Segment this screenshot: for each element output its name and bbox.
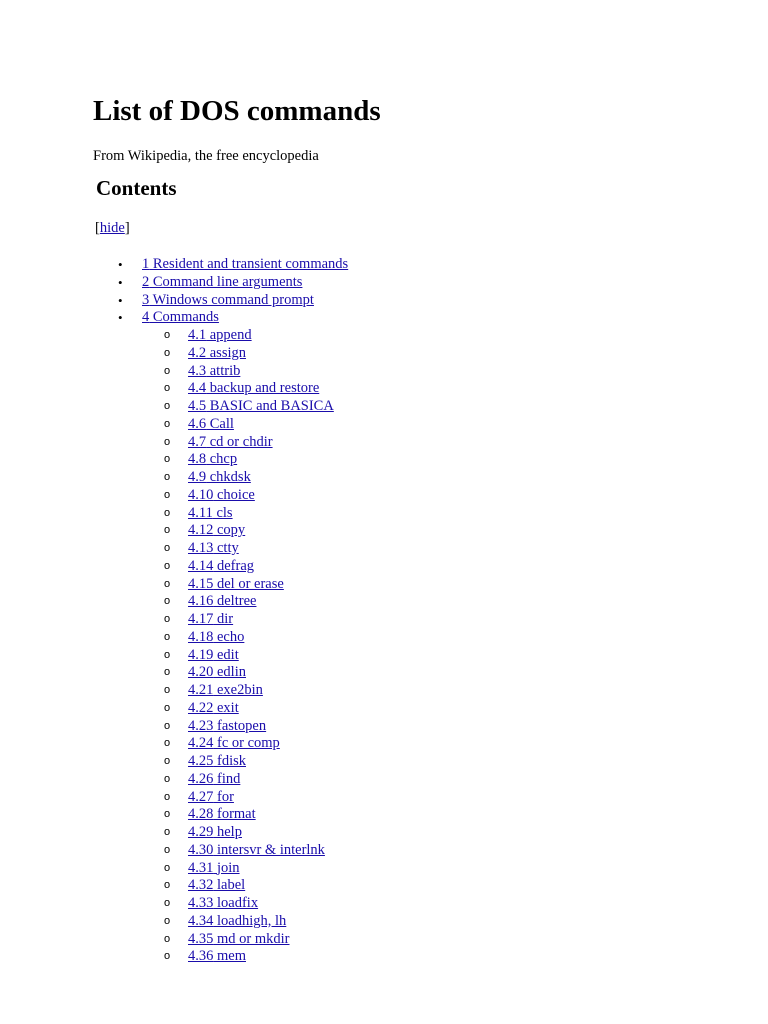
toc-number: 4.16 — [188, 593, 214, 610]
circle-bullet-icon: o — [164, 843, 171, 856]
toc-subitem — [93, 522, 348, 540]
toc-number: 4.26 — [188, 770, 214, 787]
toc-subitem — [93, 913, 348, 931]
toc-label: find — [213, 770, 241, 787]
circle-bullet-icon: o — [164, 684, 171, 696]
circle-bullet-icon: o — [164, 577, 171, 590]
toc-label: label — [213, 877, 246, 894]
toc-subitem — [93, 842, 348, 860]
toc-subitem — [93, 735, 348, 753]
toc-number: 4.31 — [188, 859, 214, 876]
toc-sublink[interactable] — [188, 948, 246, 964]
page-tagline: From Wikipedia, the free encyclopedia — [93, 148, 319, 164]
toc-sublink[interactable] — [188, 505, 233, 521]
circle-bullet-icon: o — [164, 879, 171, 892]
circle-bullet-icon: o — [164, 329, 171, 341]
bullet-icon: • — [118, 257, 123, 272]
toc-label: chcp — [206, 451, 238, 468]
toc-number: 4.17 — [188, 611, 214, 627]
toc-sublist-container — [93, 327, 348, 966]
toc-number: 4.19 — [188, 646, 214, 663]
circle-bullet-icon: o — [164, 400, 171, 412]
circle-bullet-icon: o — [164, 524, 171, 537]
toc-item — [93, 274, 348, 292]
table-of-contents — [93, 256, 348, 966]
toc-sublink[interactable] — [188, 451, 237, 467]
toc-subitem — [93, 664, 348, 682]
toc-label: attrib — [206, 362, 241, 379]
toc-link-command-line-arguments[interactable] — [142, 274, 302, 290]
toc-sublink[interactable] — [188, 700, 239, 716]
toc-label: exe2bin — [213, 682, 263, 698]
circle-bullet-icon: o — [164, 559, 171, 572]
toc-sublink[interactable] — [188, 895, 258, 911]
toc-sublink[interactable] — [188, 327, 252, 343]
toc-subitem — [93, 398, 348, 416]
toc-subitem — [93, 718, 348, 736]
toc-label: mem — [213, 948, 246, 965]
circle-bullet-icon: o — [164, 737, 171, 750]
toc-sublink[interactable] — [188, 824, 242, 840]
circle-bullet-icon: o — [164, 346, 171, 359]
toc-number: 4.28 — [188, 806, 214, 823]
toc-subitem — [93, 345, 348, 363]
toc-label: intersvr & interlnk — [213, 841, 325, 858]
toc-number: 4.15 — [188, 575, 214, 592]
toc-number: 3 — [142, 291, 150, 308]
toc-hide-link[interactable]: hide — [99, 220, 125, 236]
toc-sublink[interactable] — [188, 593, 256, 609]
toc-subitem — [93, 416, 348, 434]
toc-subitem — [93, 451, 348, 469]
toc-label: backup and restore — [206, 380, 320, 397]
circle-bullet-icon: o — [164, 382, 171, 395]
toc-label: cls — [212, 504, 233, 521]
toc-label: fdisk — [213, 753, 246, 769]
toc-subitem — [93, 753, 348, 771]
toc-item — [93, 292, 348, 310]
toc-subitem — [93, 363, 348, 381]
toc-subitem — [93, 505, 348, 523]
circle-bullet-icon: o — [164, 630, 171, 643]
toc-sublink[interactable] — [188, 647, 239, 663]
toc-sublink[interactable] — [188, 522, 245, 538]
circle-bullet-icon: o — [164, 772, 171, 785]
circle-bullet-icon: o — [164, 808, 171, 821]
toc-label: format — [213, 806, 256, 823]
toc-toggle-open-bracket: [ — [95, 220, 100, 236]
toc-label: loadhigh, lh — [213, 912, 287, 929]
toc-subitem — [93, 877, 348, 895]
circle-bullet-icon: o — [164, 542, 171, 554]
page-title: List of DOS commands — [93, 95, 381, 127]
toc-number: 4.12 — [188, 522, 214, 539]
toc-label: ctty — [213, 540, 239, 556]
circle-bullet-icon: o — [164, 417, 171, 430]
bullet-icon: • — [118, 310, 123, 326]
toc-subitem — [93, 647, 348, 665]
toc-number: 4.30 — [188, 841, 214, 858]
toc-heading: Contents — [96, 176, 177, 200]
toc-label: join — [213, 859, 240, 876]
toc-number: 4.23 — [188, 717, 214, 734]
toc-label: assign — [206, 344, 246, 361]
circle-bullet-icon: o — [164, 453, 171, 466]
toc-number: 4.8 — [188, 451, 207, 468]
bullet-icon: • — [118, 274, 123, 290]
toc-number: 4.4 — [188, 380, 207, 397]
toc-sublink[interactable] — [188, 629, 244, 645]
toc-subitem — [93, 895, 348, 913]
toc-number: 4.25 — [188, 753, 214, 769]
circle-bullet-icon: o — [164, 506, 171, 519]
toc-label: md or mkdir — [213, 930, 290, 947]
circle-bullet-icon: o — [164, 471, 171, 483]
circle-bullet-icon: o — [164, 701, 171, 714]
toc-sublink[interactable] — [188, 487, 255, 503]
toc-subitem — [93, 700, 348, 718]
toc-subitem — [93, 540, 348, 558]
circle-bullet-icon: o — [164, 897, 171, 909]
toc-subitem — [93, 611, 348, 629]
toc-link-commands[interactable] — [142, 309, 219, 325]
toc-number: 4.1 — [188, 327, 207, 343]
toc-sublink[interactable] — [188, 753, 246, 769]
circle-bullet-icon: o — [164, 435, 171, 448]
toc-number: 4 — [142, 309, 150, 326]
toc-sublink[interactable] — [188, 806, 256, 822]
toc-sublink[interactable] — [188, 416, 234, 432]
circle-bullet-icon: o — [164, 861, 171, 874]
toc-sublink[interactable] — [188, 842, 325, 858]
toc-number: 4.11 — [188, 504, 213, 521]
circle-bullet-icon: o — [164, 648, 171, 661]
toc-label: Command line arguments — [149, 273, 303, 290]
toc-item — [93, 309, 348, 327]
toc-subitem — [93, 931, 348, 949]
circle-bullet-icon: o — [164, 595, 171, 608]
toc-subitem — [93, 327, 348, 345]
toc-sublink[interactable] — [188, 718, 266, 734]
circle-bullet-icon: o — [164, 950, 171, 963]
circle-bullet-icon: o — [164, 826, 171, 838]
toc-sublink[interactable] — [188, 576, 284, 592]
toc-number: 4.18 — [188, 628, 214, 645]
toc-number: 4.36 — [188, 948, 214, 965]
toc-number: 4.6 — [188, 415, 207, 432]
toc-sublink[interactable] — [188, 469, 251, 485]
toc-sublink[interactable] — [188, 380, 319, 396]
toc-sublist-commands — [93, 327, 348, 966]
toc-sublink[interactable] — [188, 434, 273, 450]
toc-number: 4.9 — [188, 469, 207, 485]
toc-subitem — [93, 576, 348, 594]
toc-subitem — [93, 593, 348, 611]
toc-sublink[interactable] — [188, 931, 290, 947]
toc-label: Call — [206, 415, 234, 432]
toc-sublink[interactable] — [188, 789, 234, 805]
toc-number: 4.3 — [188, 362, 207, 379]
toc-sublink[interactable] — [188, 398, 334, 414]
toc-subitem — [93, 487, 348, 505]
toc-sublink[interactable] — [188, 682, 263, 698]
toc-number: 4.13 — [188, 540, 214, 556]
circle-bullet-icon: o — [164, 755, 171, 767]
toc-number: 4.7 — [188, 433, 207, 450]
toc-sublink[interactable] — [188, 363, 240, 379]
toc-subitem — [93, 434, 348, 452]
toc-label: deltree — [213, 593, 257, 610]
toc-label: BASIC and BASICA — [206, 398, 334, 414]
toc-sublink[interactable] — [188, 735, 280, 751]
toc-number: 4.34 — [188, 912, 214, 929]
toc-sublink[interactable] — [188, 540, 239, 556]
toc-subitem — [93, 558, 348, 576]
toc-label: dir — [213, 611, 234, 627]
toc-label: cd or chdir — [206, 433, 273, 450]
toc-sublink[interactable] — [188, 877, 245, 893]
toc-number: 4.33 — [188, 895, 214, 911]
toc-number: 4.29 — [188, 824, 214, 840]
toc-number: 4.32 — [188, 877, 214, 894]
toc-label: edit — [213, 646, 239, 663]
toc-number: 4.21 — [188, 682, 214, 698]
toc-number: 1 — [142, 256, 150, 272]
toc-subitem — [93, 806, 348, 824]
toc-number: 4.14 — [188, 557, 214, 574]
toc-sublink[interactable] — [188, 664, 246, 680]
toc-label: loadfix — [213, 895, 259, 911]
toc-number: 4.5 — [188, 398, 207, 414]
toc-label: append — [206, 327, 252, 343]
toc-number: 2 — [142, 273, 150, 290]
circle-bullet-icon: o — [164, 666, 171, 679]
toc-number: 4.2 — [188, 344, 207, 361]
toc-sublink[interactable] — [188, 345, 246, 361]
toc-subitem — [93, 948, 348, 966]
toc-label: Commands — [149, 309, 219, 326]
toc-label: del or erase — [213, 575, 284, 592]
circle-bullet-icon: o — [164, 914, 171, 927]
toc-sublink[interactable] — [188, 558, 254, 574]
toc-sublink[interactable] — [188, 860, 240, 876]
toc-label: Resident and transient commands — [149, 256, 349, 272]
toc-label: fastopen — [213, 717, 267, 734]
toc-subitem — [93, 771, 348, 789]
toc-toggle — [95, 219, 130, 237]
toc-link-resident-transient[interactable] — [142, 256, 348, 272]
toc-number: 4.22 — [188, 699, 214, 716]
toc-label: Windows command prompt — [149, 291, 314, 308]
toc-subitem — [93, 824, 348, 842]
toc-subitem — [93, 629, 348, 647]
toc-subitem — [93, 682, 348, 700]
circle-bullet-icon: o — [164, 932, 171, 945]
circle-bullet-icon: o — [164, 364, 171, 377]
toc-sublink[interactable] — [188, 611, 233, 627]
toc-label: chkdsk — [206, 469, 251, 485]
toc-number: 4.27 — [188, 788, 214, 805]
toc-number: 4.24 — [188, 735, 214, 752]
toc-item — [93, 256, 348, 274]
toc-subitem — [93, 860, 348, 878]
toc-label: copy — [213, 522, 246, 539]
toc-toggle-close-bracket: ] — [124, 220, 130, 236]
circle-bullet-icon: o — [164, 613, 171, 625]
circle-bullet-icon: o — [164, 488, 171, 501]
toc-label: edlin — [213, 664, 246, 681]
toc-subitem — [93, 380, 348, 398]
toc-link-windows-command-prompt[interactable] — [142, 292, 314, 308]
toc-label: fc or comp — [213, 735, 280, 752]
circle-bullet-icon: o — [164, 790, 171, 803]
toc-number: 4.10 — [188, 486, 214, 503]
toc-label: choice — [213, 486, 255, 503]
toc-label: echo — [213, 628, 245, 645]
circle-bullet-icon: o — [164, 719, 171, 732]
toc-label: defrag — [213, 557, 255, 574]
toc-number: 4.20 — [188, 664, 214, 681]
toc-subitem — [93, 789, 348, 807]
toc-subitem — [93, 469, 348, 487]
toc-number: 4.35 — [188, 930, 214, 947]
bullet-icon: • — [118, 292, 123, 308]
toc-label: for — [213, 788, 234, 805]
toc-sublink[interactable] — [188, 913, 286, 929]
toc-label: exit — [213, 699, 239, 716]
toc-label: help — [213, 824, 242, 840]
toc-sublink[interactable] — [188, 771, 240, 787]
